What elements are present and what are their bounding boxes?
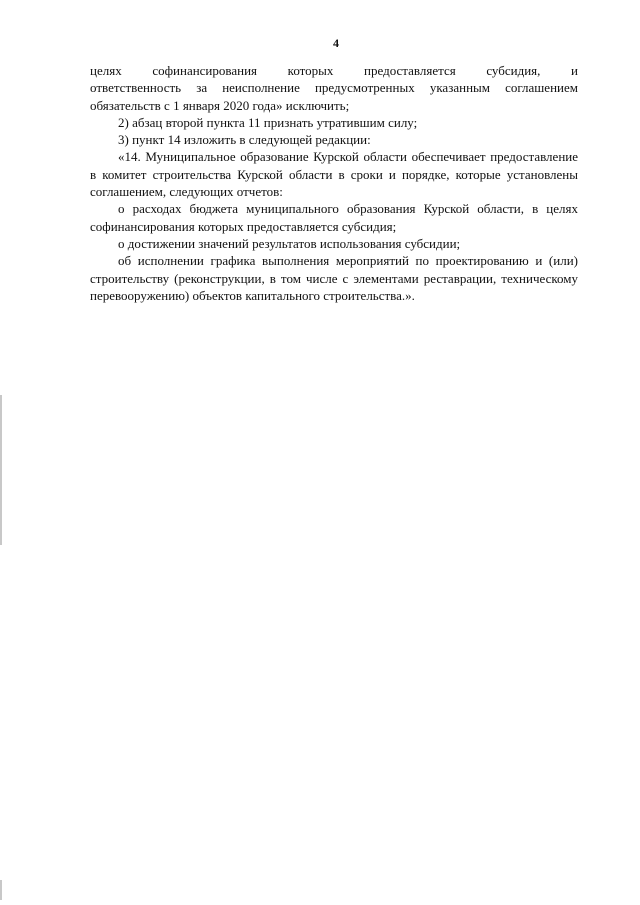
- paragraph-report-results: о достижении значений результатов использования субсидии;: [118, 235, 461, 251]
- paragraph-report-schedule: об исполнении графика выполнения мероприятий по проектированию и (или) строительству (реконструкции, в том числе с элементами реставрации, техническому перевооружению) объектов капитального строительства.».: [90, 253, 578, 303]
- paragraph-continuation-line: целях софинансирования которых предоставляется субсидия, и: [90, 63, 578, 78]
- scan-edge-mark: [0, 395, 2, 545]
- document-body: [90, 62, 578, 304]
- paragraph-item-3: 3) пункт 14 изложить в следующей редакции:: [118, 132, 371, 148]
- page-number: 4: [333, 36, 339, 50]
- scan-edge-mark: [0, 880, 2, 900]
- paragraph-point-14: «14. Муниципальное образование Курской области обеспечивает предоставление в комитет строительства Курской области в сроки и порядке, которые установлены соглашением, следующих отчетов:: [90, 149, 578, 200]
- paragraph-report-expenses: о расходах бюджета муниципального образования Курской области, в целях софинансирования которых предоставляется субсидия;: [90, 201, 578, 234]
- paragraph-item-2: 2) абзац второй пункта 11 признать утратившим силу;: [118, 114, 418, 130]
- paragraph-continuation-rest: ответственность за неисполнение предусмотренных указанным соглашением обязательств с 1 января 2020 года» исключить;: [90, 80, 578, 113]
